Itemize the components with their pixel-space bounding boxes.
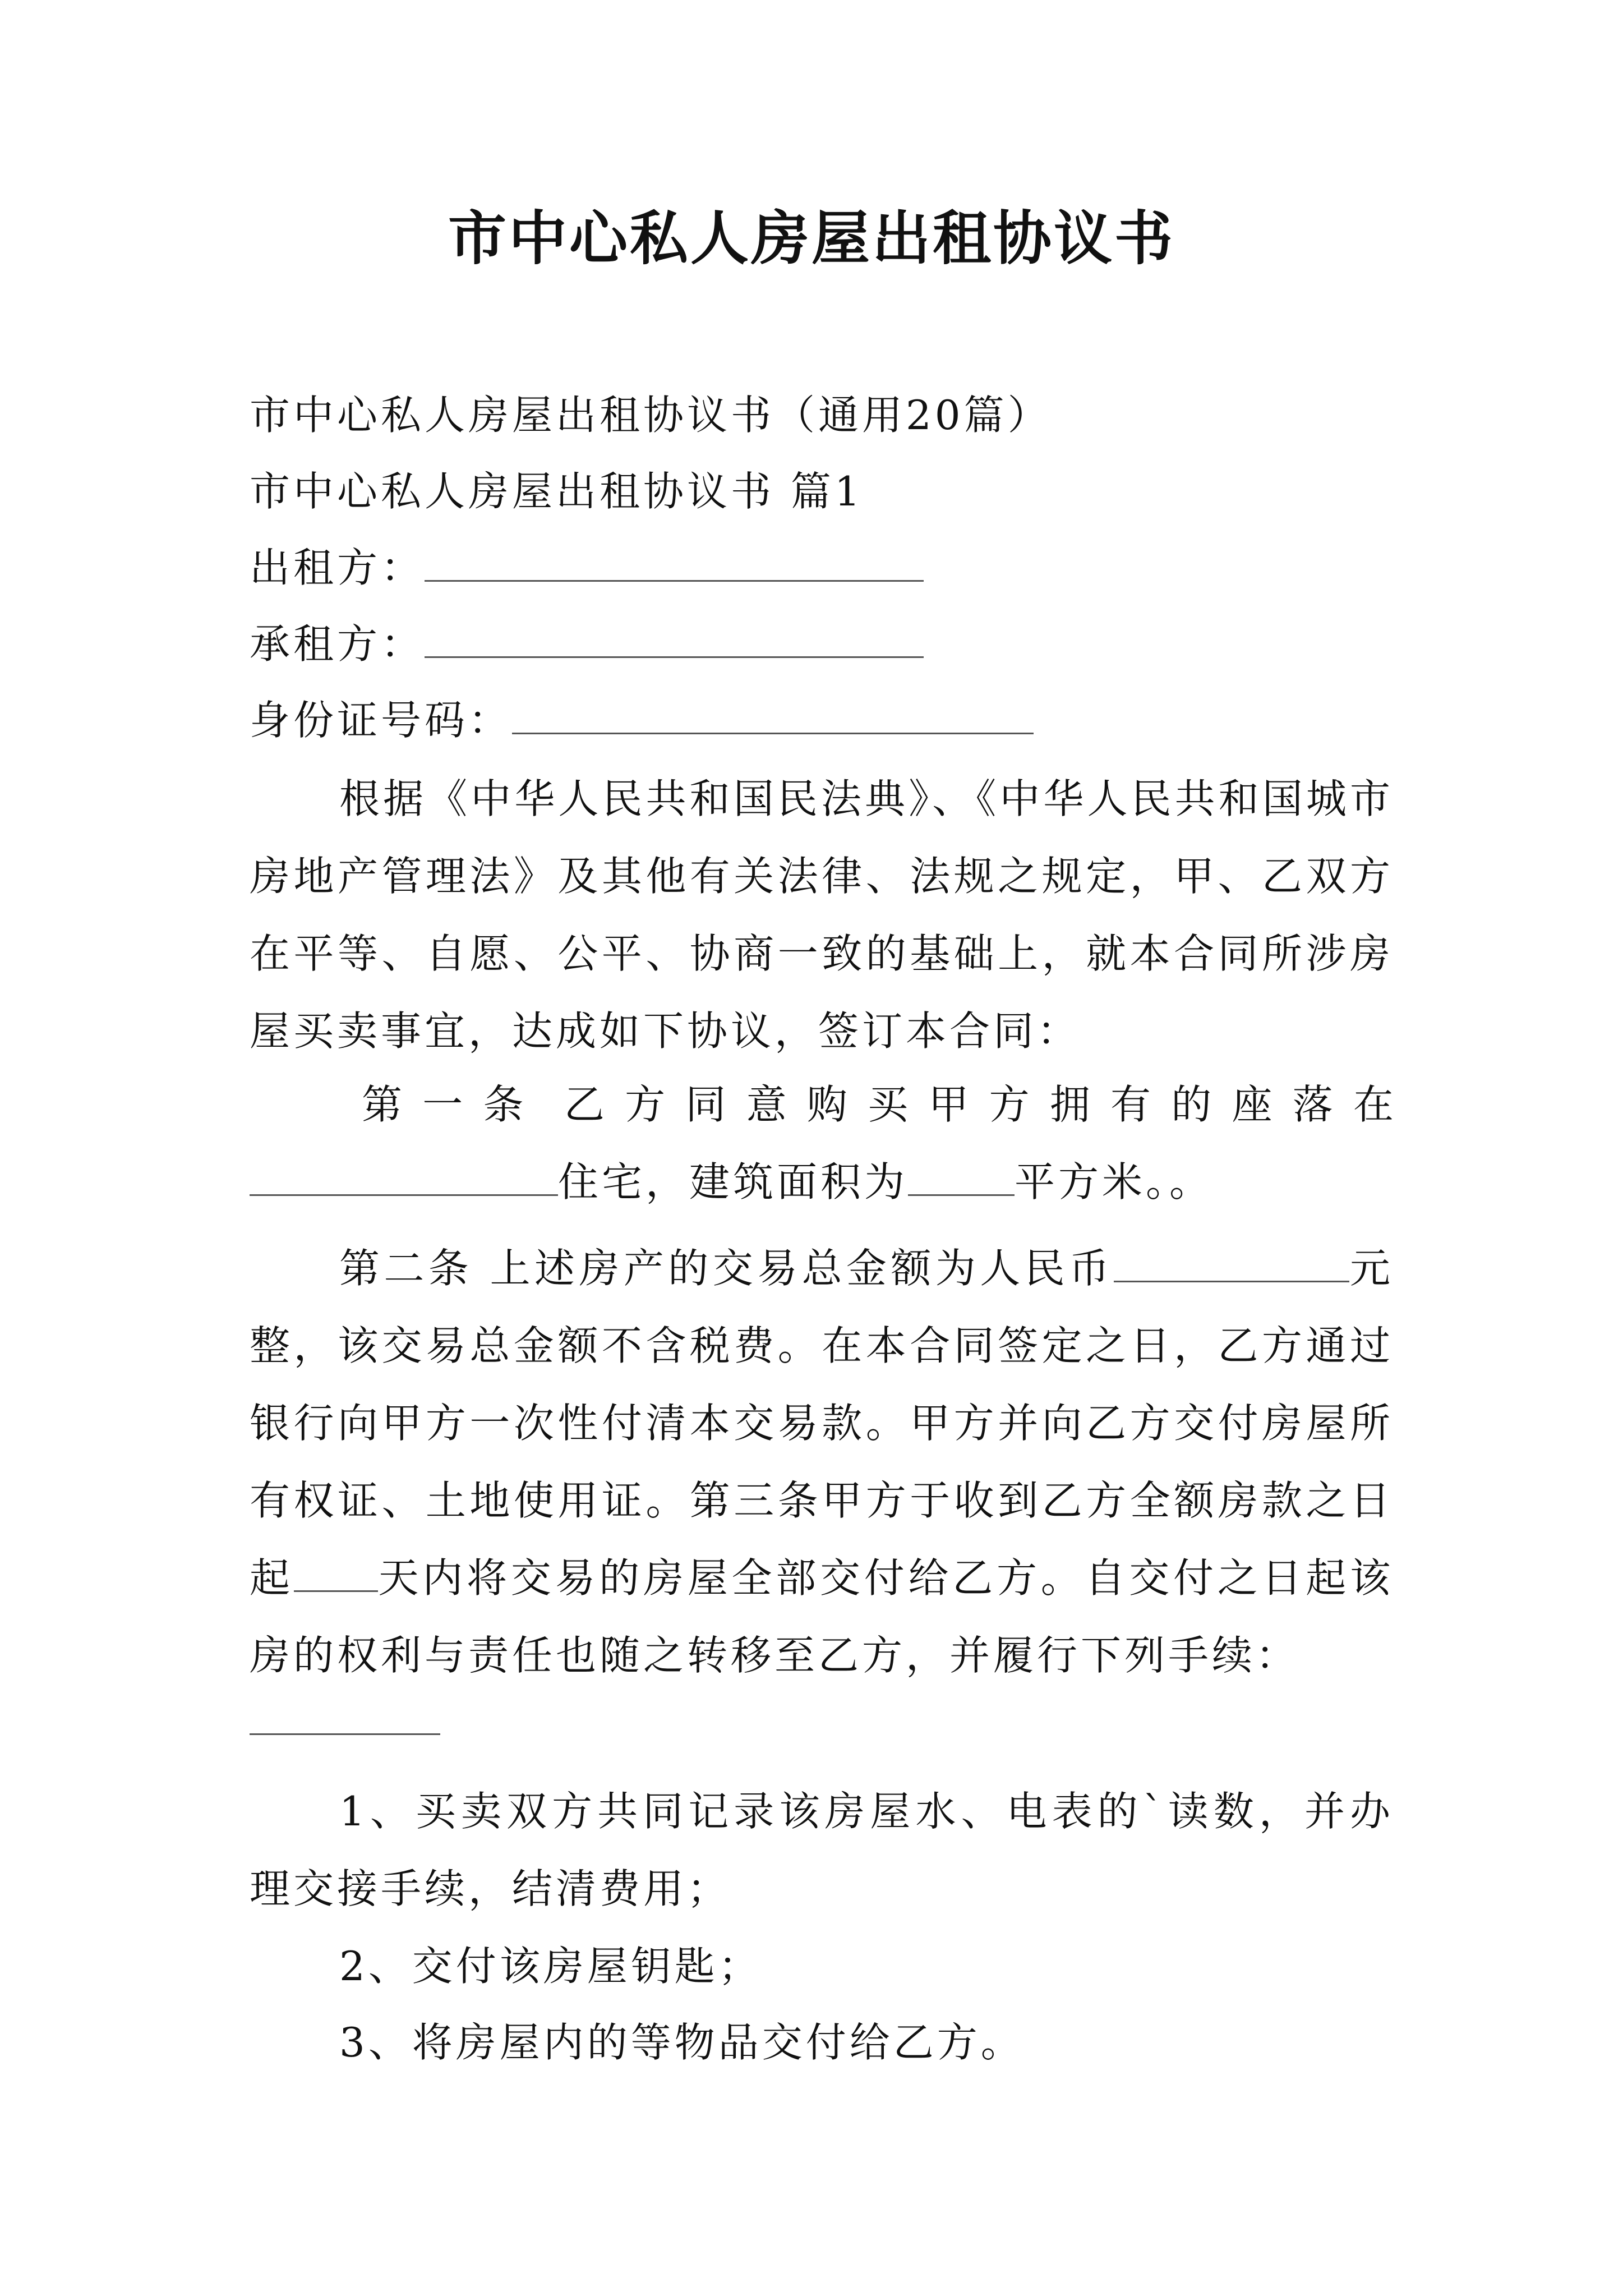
document-title: 市中心私人房屋出租协议书: [448, 204, 1175, 273]
lessor-field: [250, 540, 1394, 596]
article-1-char: 有: [1110, 1081, 1151, 1128]
article-1-char: 座: [1232, 1081, 1272, 1128]
article-2-text-3: 天内将交易的房屋全部交付给乙方。自交付之日起该房的权利与责任也随之转移至乙方，并履行下列手续：: [250, 1554, 1394, 1679]
article-1-line-2: [250, 1143, 1394, 1221]
id-number-blank: [512, 692, 1034, 734]
article-1-char: 买: [868, 1081, 909, 1128]
days-blank: [294, 1550, 378, 1592]
article-1-line-1: [250, 1066, 1394, 1143]
article-1-char: 方: [989, 1081, 1030, 1128]
location-blank: [250, 1154, 558, 1196]
id-number-field: [250, 692, 1394, 748]
lessor-blank: [425, 540, 924, 582]
article-1: [250, 1066, 1394, 1221]
list-item: 3、将房屋内的等物品交付给乙方。: [339, 2019, 1025, 2066]
preamble-paragraph: 根据《中华人民共和国民法典》、《中华人民共和国城市房地产管理法》及其他有关法律、法规之规定，甲、乙双方在平等、自愿、公平、协商一致的基础上，就本合同所涉房屋买卖事宜，达成如下协议，签订本合同：: [250, 775, 1394, 1055]
article-1-char: 在: [1353, 1081, 1394, 1128]
article-1-char: 落: [1292, 1081, 1333, 1128]
lessee-label: 承租方：: [250, 620, 425, 668]
price-blank: [1114, 1240, 1349, 1282]
article-2-text-2: 元整，该交易总金额不含税费。在本合同签定之日，乙方通过银行向甲方一次性付清本交易款。甲方并向乙方交付房屋所有权证、土地使用证。第三条甲方于收到乙方全额房款之日起: [250, 1245, 1394, 1602]
article-1-text-a: 住宅，建筑面积为: [558, 1158, 909, 1205]
article-1-char: 意: [746, 1081, 787, 1128]
article-1-char: 一: [422, 1081, 463, 1128]
article-1-char: 条: [483, 1081, 524, 1128]
article-2-text-1: 第二条 上述房产的交易总金额为人民币: [339, 1245, 1114, 1292]
article-1-char: 的: [1171, 1081, 1212, 1128]
article-1-text-b: 平方米。。: [1015, 1158, 1214, 1205]
lessee-field: [250, 616, 1394, 672]
article-1-char: 乙: [564, 1081, 605, 1128]
section-heading: 市中心私人房屋出租协议书 篇1: [250, 468, 864, 515]
article-1-char: 拥: [1049, 1081, 1090, 1128]
subtitle: 市中心私人房屋出租协议书（通用20篇）: [250, 392, 1052, 439]
area-blank: [908, 1154, 1015, 1196]
blank-rule: [250, 1733, 440, 1735]
article-1-char: 同: [685, 1081, 726, 1128]
lessor-label: 出租方：: [250, 544, 425, 591]
article-1-char: 方: [625, 1081, 666, 1128]
article-1-char: 购: [806, 1081, 847, 1128]
list-item: 1、买卖双方共同记录该房屋水、电表的`读数，并办理交接手续，结清费用；: [250, 1788, 1394, 1912]
article-1-char: 甲: [928, 1081, 969, 1128]
article-2-paragraph: [250, 1230, 1394, 1694]
lessee-blank: [425, 616, 924, 658]
id-number-label: 身份证号码：: [250, 697, 513, 744]
article-1-char: 第: [362, 1081, 403, 1128]
list-item: 2、交付该房屋钥匙；: [339, 1943, 762, 1990]
